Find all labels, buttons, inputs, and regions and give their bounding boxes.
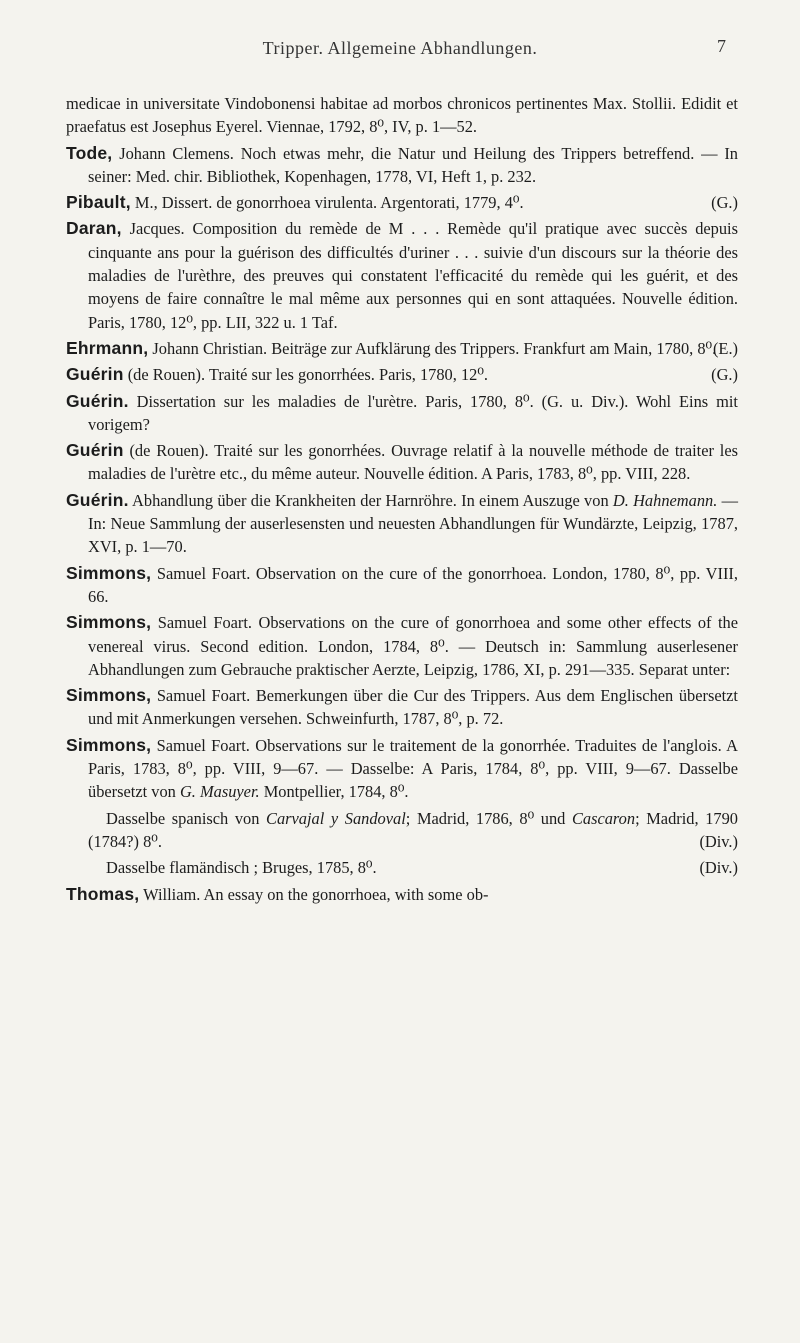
bibliography-entry bbox=[66, 611, 738, 681]
author-name: Simmons, bbox=[66, 562, 152, 583]
sub-paragraph bbox=[88, 856, 738, 879]
entry-text: Johann Christian. Beiträge zur Aufklärung des Trippers. Frankfurt am Main, 1780, 8⁰. bbox=[152, 338, 717, 358]
bibliography-entry bbox=[66, 439, 738, 486]
running-header: Tripper. Allgemeine Abhandlungen. bbox=[262, 38, 538, 58]
bibliography-entry bbox=[66, 489, 738, 559]
bibliography-entry bbox=[66, 337, 738, 360]
entry-text: — In: Neue Sammlung der auserlesensten und neuesten Abhandlungen für Wundärzte, Leipzig, 1787, XVI, p. 1—70. bbox=[88, 490, 738, 557]
entry-text: medicae in universitate Vindobonensi habitae ad morbos chronicos pertinentes Max. Stollii. Edidit et praefatus est Josephus Eyerel. Viennae, 1792, 8⁰, IV, p. 1—52. bbox=[66, 94, 738, 137]
entry-text: Dasselbe spanisch von bbox=[106, 808, 267, 828]
author-name: Pibault, bbox=[66, 192, 131, 213]
entry-text: Samuel Foart. Bemerkungen über die Cur des Trippers. Aus dem Englischen übersetzt und mit Anmerkungen versehen. Schweinfurth, 1787, 8⁰, p. 72. bbox=[88, 686, 738, 729]
author-name: Simmons, bbox=[66, 612, 152, 633]
entry-italic: Cascaron bbox=[571, 808, 636, 828]
entry-text: Samuel Foart. Observation on the cure of the gonorrhoea. London, 1780, 8⁰, pp. VIII, 66. bbox=[88, 563, 738, 606]
bibliography-entry bbox=[66, 562, 738, 609]
author-name: Thomas, bbox=[66, 883, 140, 904]
author-name: Tode, bbox=[66, 142, 113, 163]
entry-italic: D. Hahnemann. bbox=[612, 490, 718, 510]
author-name: Guérin. bbox=[66, 489, 129, 510]
bibliography-entry bbox=[66, 142, 738, 189]
entry-text: Samuel Foart. Observations sur le traitement de la gonorrhée. Traduites de l'anglois. A Paris, 1783, 8⁰, pp. VIII, 9—67. — Dasselbe: A Paris, 1784, 8⁰, pp. VIII, 9—67. Dasselbe übersetzt von bbox=[88, 735, 739, 802]
entry-text: ; Madrid, 1786, 8⁰ und bbox=[405, 808, 572, 828]
author-name: Guérin bbox=[66, 364, 124, 385]
source-tag: (Div.) bbox=[699, 831, 738, 851]
entry-text: Jacques. Composition du remède de M . . . Remède qu'il pratique avec succès depuis cinquante ans pour la guérison des difficultés d'uriner . . . suivie d'un discours sur la théorie des maladies de l'urèthre, des preuves qui constatent l'efficacité du remède qui les guérit, et des moyens de faire connaître le mal même aux personnes qui en sont attaquées. Nouvelle édition. Paris, 1780, 12⁰, pp. LII, 322 u. 1 Taf. bbox=[88, 219, 738, 332]
page-number: 7 bbox=[717, 36, 726, 56]
entry-text: Dasselbe flamändisch ; Bruges, 1785, 8⁰. bbox=[106, 858, 377, 878]
entry-text: Abhandlung über die Krankheiten der Harnröhre. In einem Auszuge von bbox=[132, 490, 613, 510]
entry-text: (de Rouen). Traité sur les gonorrhées. Ouvrage relatif à la nouvelle méthode de traiter les maladies de l'urètre etc., du même auteur. Nouvelle édition. A Paris, 1783, 8⁰, pp. VIII, 228. bbox=[88, 441, 738, 484]
source-tag: (G.) bbox=[711, 193, 738, 213]
bibliography-entry-continuation bbox=[66, 92, 738, 139]
author-name: Daran, bbox=[66, 218, 122, 239]
entry-text: (de Rouen). Traité sur les gonorrhées. Paris, 1780, 12⁰. bbox=[127, 365, 489, 385]
bibliography-entry bbox=[66, 883, 738, 906]
entry-text: Johann Clemens. Noch etwas mehr, die Natur und Heilung des Trippers betreffend. — In seiner: Med. chir. Bibliothek, Kopenhagen, 1778, VI, Heft 1, p. 232. bbox=[88, 143, 738, 186]
author-name: Simmons, bbox=[66, 685, 152, 706]
source-tag: (E.) bbox=[712, 338, 738, 358]
entry-italic: G. Masuyer. bbox=[179, 782, 260, 802]
bibliography-entry bbox=[66, 684, 738, 731]
entry-text: ; Madrid, 1790 (1784?) 8⁰. bbox=[88, 808, 738, 851]
author-name: Ehrmann, bbox=[66, 337, 149, 358]
bibliography-entry bbox=[66, 191, 738, 214]
entry-text: Dissertation sur les maladies de l'urètre. Paris, 1780, 8⁰. (G. u. Div.). Wohl Eins mit vorigem? bbox=[88, 391, 738, 434]
bibliography-entry bbox=[66, 734, 738, 804]
bibliography-body bbox=[66, 92, 738, 909]
entry-text: Samuel Foart. Observations on the cure of gonorrhoea and some other effects of the venereal virus. Second edition. London, 1784, 8⁰. — Deutsch in: Sammlung auserlesener Abhandlungen zum Gebrauche praktischer Aerzte, Leipzig, 1786, XI, p. 291—335. Separat unter: bbox=[88, 613, 738, 679]
bibliography-entry bbox=[66, 217, 738, 333]
author-name: Simmons, bbox=[66, 734, 152, 755]
author-name: Guérin. bbox=[66, 390, 129, 411]
entry-text: William. An essay on the gonorrhoea, with some ob- bbox=[143, 884, 489, 904]
bibliography-entry bbox=[66, 390, 738, 437]
entry-text: Montpellier, 1784, 8⁰. bbox=[259, 782, 409, 802]
entry-italic: Carvajal y Sandoval bbox=[266, 808, 406, 828]
entry-text: M., Dissert. de gonorrhoea virulenta. Argentorati, 1779, 4⁰. bbox=[134, 193, 524, 213]
bibliography-entry bbox=[66, 363, 738, 386]
author-name: Guérin bbox=[66, 440, 124, 461]
source-tag: (G.) bbox=[711, 365, 738, 385]
sub-paragraph bbox=[88, 807, 738, 854]
source-tag: (Div.) bbox=[699, 858, 738, 878]
